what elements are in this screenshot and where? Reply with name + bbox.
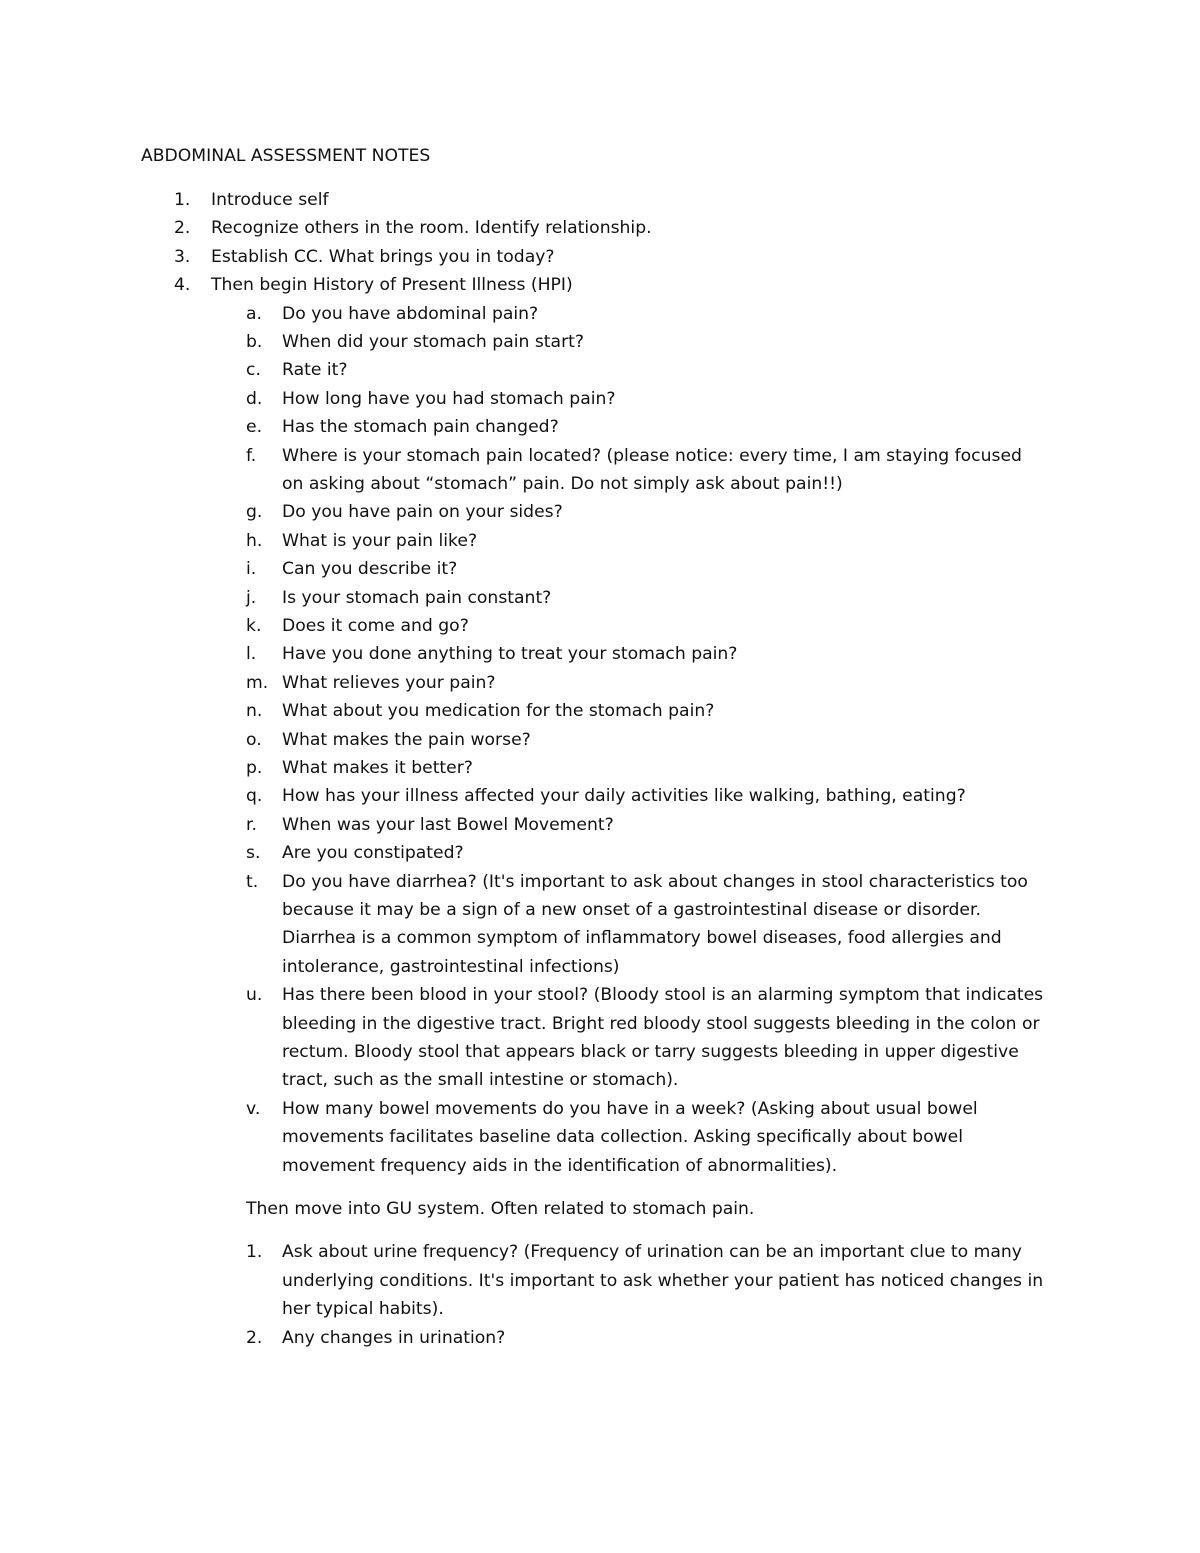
step-number: 1. bbox=[174, 190, 191, 210]
hpi-item-text: When was your last Bowel Movement? bbox=[282, 814, 614, 835]
hpi-item-marker: m. bbox=[246, 672, 269, 693]
hpi-item-marker: s. bbox=[246, 843, 261, 864]
hpi-item-marker: q. bbox=[246, 786, 263, 807]
hpi-item-marker: l. bbox=[246, 644, 257, 665]
hpi-item-marker: v. bbox=[246, 1098, 261, 1119]
hpi-item-marker: c. bbox=[246, 360, 261, 381]
hpi-item-marker: j. bbox=[246, 587, 257, 608]
hpi-item-marker: u. bbox=[246, 985, 263, 1006]
hpi-item-text: What about you medication for the stomach pain? bbox=[282, 701, 715, 722]
hpi-item-text: Do you have pain on your sides? bbox=[282, 502, 563, 523]
step-number: 2. bbox=[174, 218, 191, 239]
hpi-item-text: Is your stomach pain constant? bbox=[282, 587, 552, 608]
hpi-item-text: movement frequency aids in the identification of abnormalities). bbox=[282, 1155, 838, 1176]
gu-item-text: Ask about urine frequency? (Frequency of urination can be an important clue to many bbox=[282, 1242, 1022, 1263]
document-title: ABDOMINAL ASSESSMENT NOTES bbox=[141, 146, 431, 166]
hpi-item-marker: t. bbox=[246, 871, 259, 892]
gu-item-number: 2. bbox=[246, 1327, 263, 1348]
hpi-item-text: Have you done anything to treat your stomach pain? bbox=[282, 644, 738, 665]
hpi-item-text: Are you constipated? bbox=[282, 843, 464, 864]
hpi-item-text: intolerance, gastrointestinal infections) bbox=[282, 956, 620, 977]
hpi-item-marker: b. bbox=[246, 332, 263, 352]
hpi-item-text: Diarrhea is a common symptom of inflammatory bowel diseases, food allergies and bbox=[282, 928, 1002, 949]
hpi-item-text: What makes it better? bbox=[282, 758, 473, 778]
hpi-item-marker: o. bbox=[246, 729, 262, 750]
step-text: Introduce self bbox=[211, 190, 329, 210]
hpi-item-text: movements facilitates baseline data collection. Asking specifically about bowel bbox=[282, 1127, 964, 1148]
hpi-item-text: How long have you had stomach pain? bbox=[282, 388, 616, 409]
step-text: Recognize others in the room. Identify relationship. bbox=[211, 218, 652, 239]
step-number: 3. bbox=[174, 246, 191, 267]
hpi-item-marker: r. bbox=[246, 814, 257, 835]
step-text: Then begin History of Present Illness (HPI) bbox=[211, 275, 573, 296]
hpi-item-text: What is your pain like? bbox=[282, 530, 478, 551]
gu-intro-paragraph: Then move into GU system. Often related to stomach pain. bbox=[246, 1199, 755, 1219]
hpi-item-marker: g. bbox=[246, 502, 263, 523]
hpi-item-marker: n. bbox=[246, 701, 263, 722]
hpi-item-text: What makes the pain worse? bbox=[282, 729, 531, 750]
gu-item-text: her typical habits). bbox=[282, 1299, 444, 1320]
hpi-item-text: What relieves your pain? bbox=[282, 672, 496, 693]
hpi-item-text: Where is your stomach pain located? (please notice: every time, I am staying focused bbox=[282, 445, 1022, 466]
hpi-item-text: Can you describe it? bbox=[282, 559, 458, 580]
hpi-item-marker: i. bbox=[246, 559, 257, 580]
hpi-item-text: on asking about “stomach” pain. Do not simply ask about pain!!) bbox=[282, 474, 843, 494]
hpi-item-text: because it may be a sign of a new onset of a gastrointestinal disease or disorder. bbox=[282, 900, 981, 920]
hpi-item-text: Do you have abdominal pain? bbox=[282, 303, 539, 324]
hpi-item-text: How many bowel movements do you have in a week? (Asking about usual bowel bbox=[282, 1098, 978, 1119]
gu-item-text: underlying conditions. It's important to ask whether your patient has noticed changes in bbox=[282, 1270, 1044, 1291]
hpi-item-text: Do you have diarrhea? (It's important to ask about changes in stool characteristics too bbox=[282, 871, 1028, 892]
hpi-item-marker: k. bbox=[246, 616, 262, 636]
hpi-item-text: How has your illness affected your daily activities like walking, bathing, eating? bbox=[282, 786, 966, 807]
hpi-item-text: Does it come and go? bbox=[282, 616, 469, 636]
hpi-item-marker: p. bbox=[246, 758, 263, 778]
hpi-item-text: tract, such as the small intestine or stomach). bbox=[282, 1070, 679, 1091]
hpi-item-marker: f. bbox=[246, 445, 257, 466]
hpi-item-text: Has the stomach pain changed? bbox=[282, 417, 559, 438]
hpi-item-marker: d. bbox=[246, 388, 263, 409]
hpi-item-text: When did your stomach pain start? bbox=[282, 332, 585, 352]
step-text: Establish CC. What brings you in today? bbox=[211, 246, 555, 267]
hpi-item-marker: e. bbox=[246, 417, 263, 438]
hpi-item-marker: a. bbox=[246, 303, 262, 324]
hpi-item-text: Has there been blood in your stool? (Bloody stool is an alarming symptom that indicates bbox=[282, 985, 1044, 1006]
hpi-item-marker: h. bbox=[246, 530, 263, 551]
gu-item-number: 1. bbox=[246, 1242, 263, 1263]
step-number: 4. bbox=[174, 275, 191, 296]
hpi-item-text: Rate it? bbox=[282, 360, 348, 381]
hpi-item-text: rectum. Bloody stool that appears black or tarry suggests bleeding in upper digestive bbox=[282, 1042, 1019, 1062]
gu-item-text: Any changes in urination? bbox=[282, 1327, 506, 1348]
hpi-item-text: bleeding in the digestive tract. Bright red bloody stool suggests bleeding in the colon or bbox=[282, 1013, 1040, 1034]
